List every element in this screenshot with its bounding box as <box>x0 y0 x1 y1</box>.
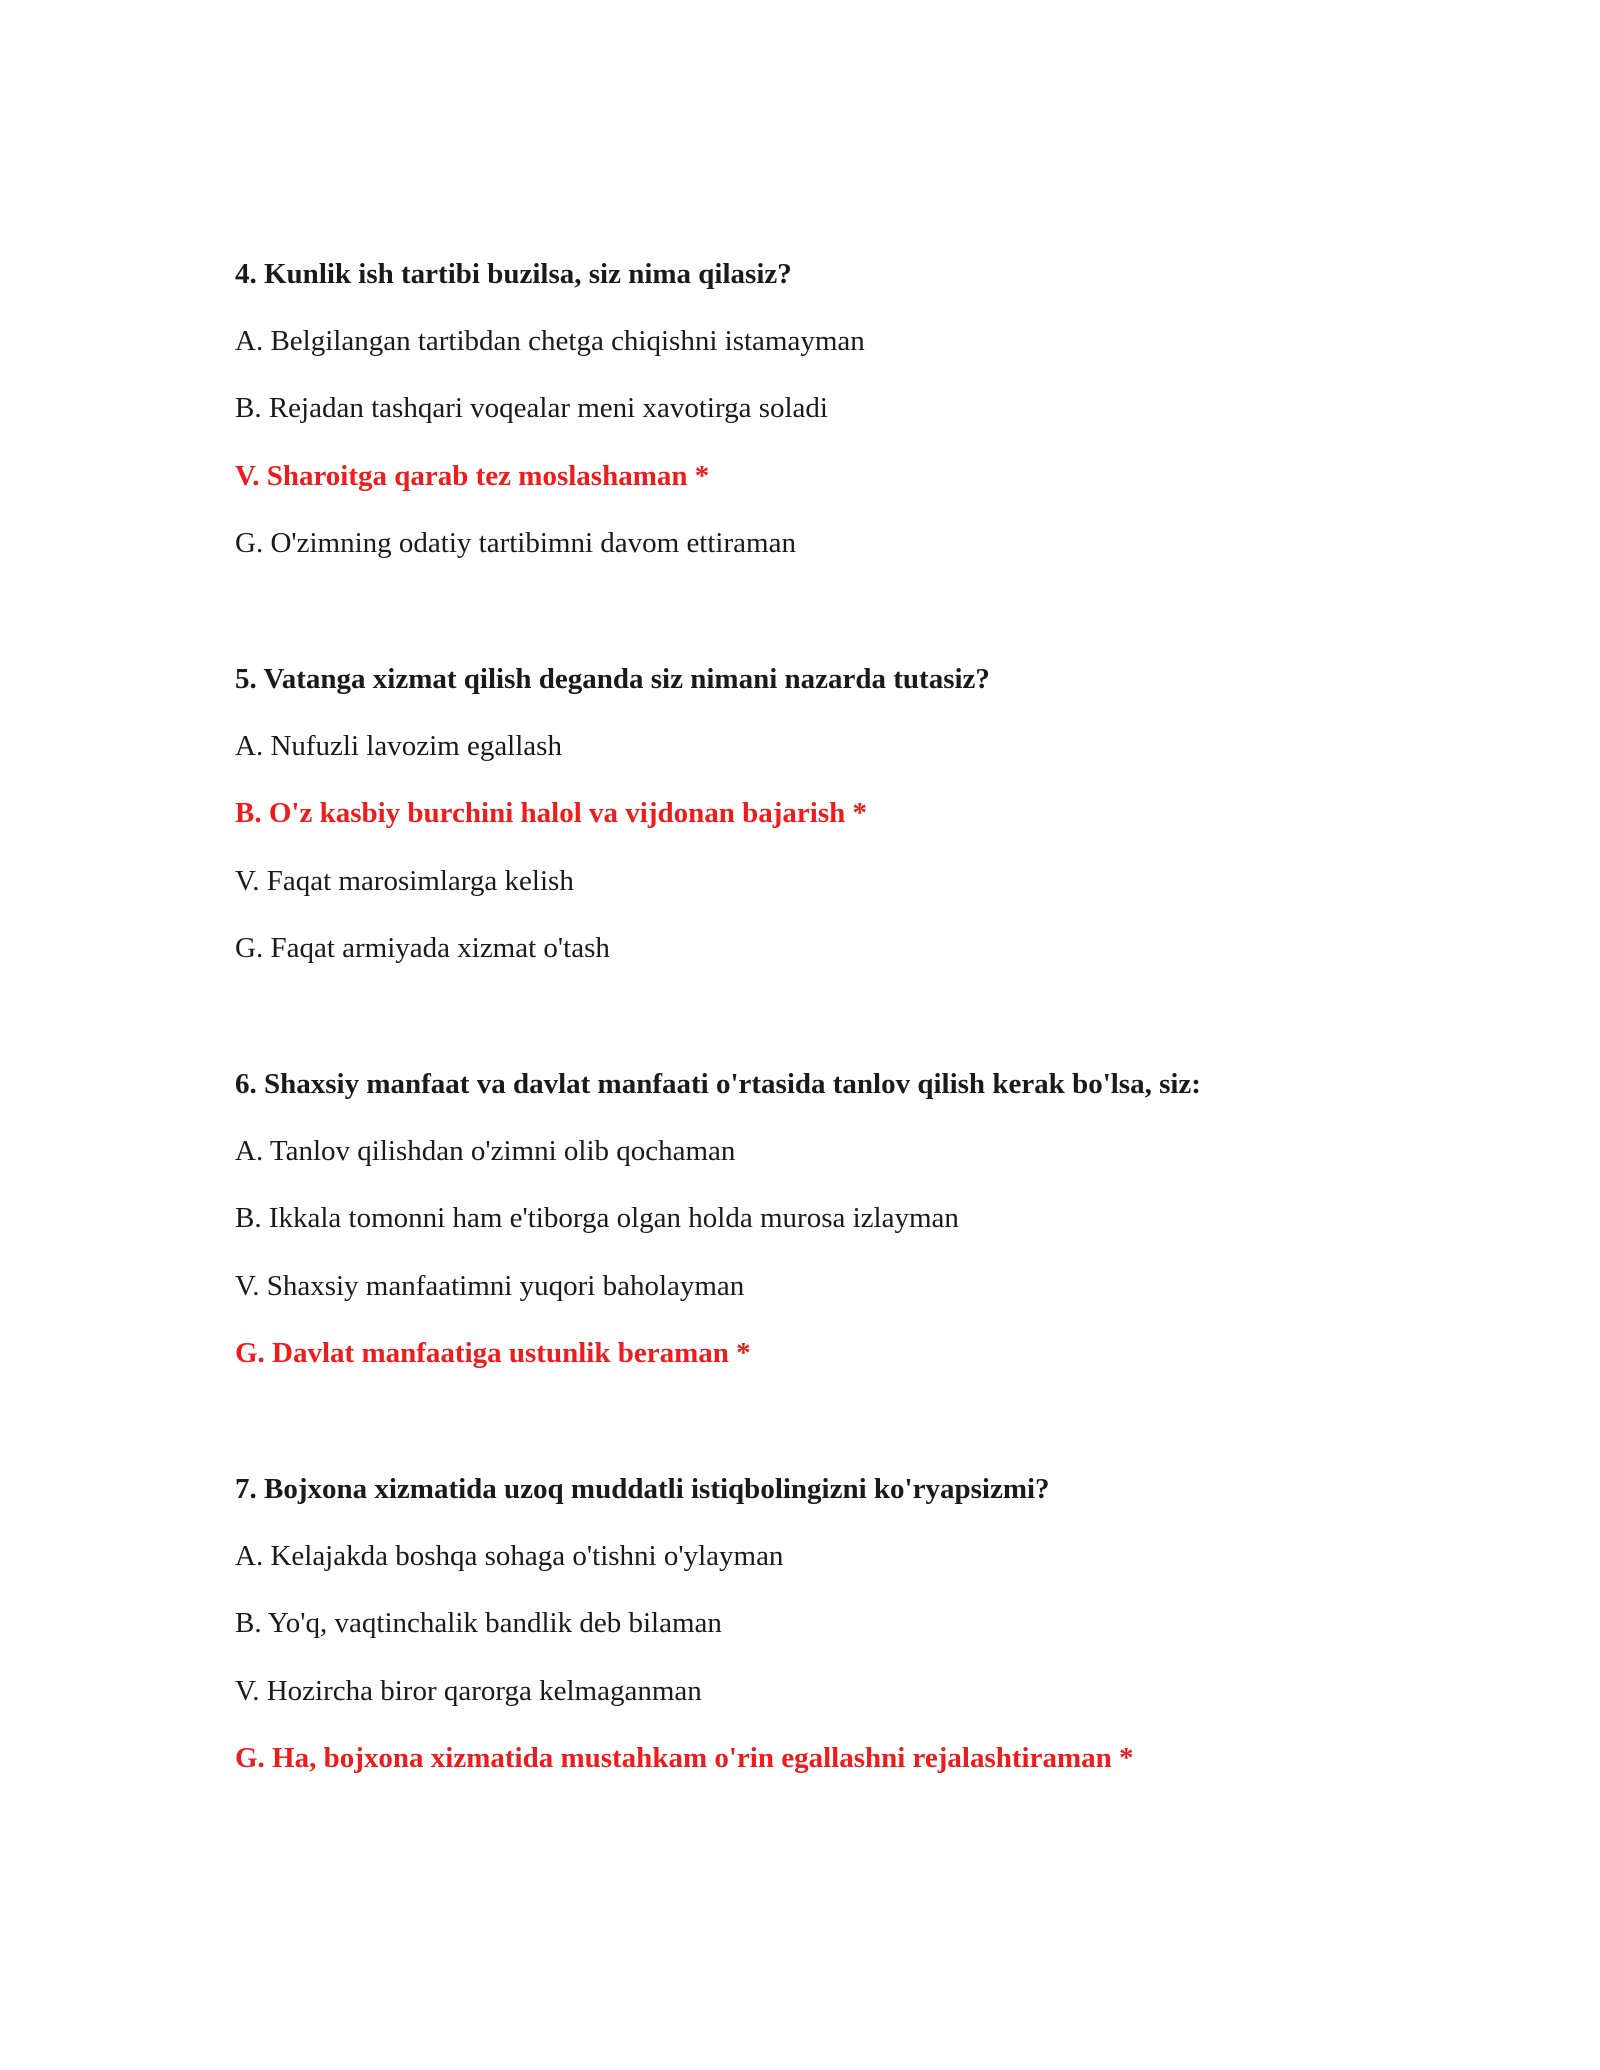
answer-option-a: A. Belgilangan tartibdan chetga chiqishni istamayman <box>235 325 865 357</box>
answer-option-a: A. Kelajakda boshqa sohaga o'tishni o'ylayman <box>235 1540 784 1572</box>
answer-option-v-correct: V. Sharoitga qarab tez moslashaman * <box>235 460 710 492</box>
question-title: 4. Kunlik ish tartibi buzilsa, siz nima qilasiz? <box>235 258 792 290</box>
answer-option-g-correct: G. Davlat manfaatiga ustunlik beraman * <box>235 1337 751 1369</box>
question-4 <box>235 257 1435 559</box>
answer-option-v: V. Faqat marosimlarga kelish <box>235 865 574 897</box>
answer-option-a: A. Nufuzli lavozim egallash <box>235 730 562 762</box>
answer-option-b: B. Ikkala tomonni ham e'tiborga olgan holda murosa izlayman <box>235 1202 959 1234</box>
answer-option-b: B. Rejadan tashqari voqealar meni xavotirga soladi <box>235 392 828 424</box>
answer-option-v: V. Shaxsiy manfaatimni yuqori baholayman <box>235 1270 745 1302</box>
question-title: 7. Bojxona xizmatida uzoq muddatli istiqbolingizni ko'ryapsizmi? <box>235 1473 1050 1505</box>
answer-option-a: A. Tanlov qilishdan o'zimni olib qochaman <box>235 1135 736 1167</box>
question-5 <box>235 662 1435 964</box>
question-6 <box>235 1067 1435 1369</box>
answer-option-g: G. O'zimning odatiy tartibimni davom ettiraman <box>235 527 796 559</box>
answer-option-b-correct: B. O'z kasbiy burchini halol va vijdonan bajarish * <box>235 797 867 829</box>
answer-option-g-correct: G. Ha, bojxona xizmatida mustahkam o'rin egallashni rejalashtiraman * <box>235 1742 1134 1774</box>
answer-option-b: B. Yo'q, vaqtinchalik bandlik deb bilaman <box>235 1607 722 1639</box>
question-title: 5. Vatanga xizmat qilish deganda siz nimani nazarda tutasiz? <box>235 663 990 695</box>
question-title: 6. Shaxsiy manfaat va davlat manfaati o'rtasida tanlov qilish kerak bo'lsa, siz: <box>235 1068 1201 1100</box>
answer-option-g: G. Faqat armiyada xizmat o'tash <box>235 932 610 964</box>
question-7 <box>235 1472 1435 1774</box>
answer-option-v: V. Hozircha biror qarorga kelmaganman <box>235 1675 702 1707</box>
